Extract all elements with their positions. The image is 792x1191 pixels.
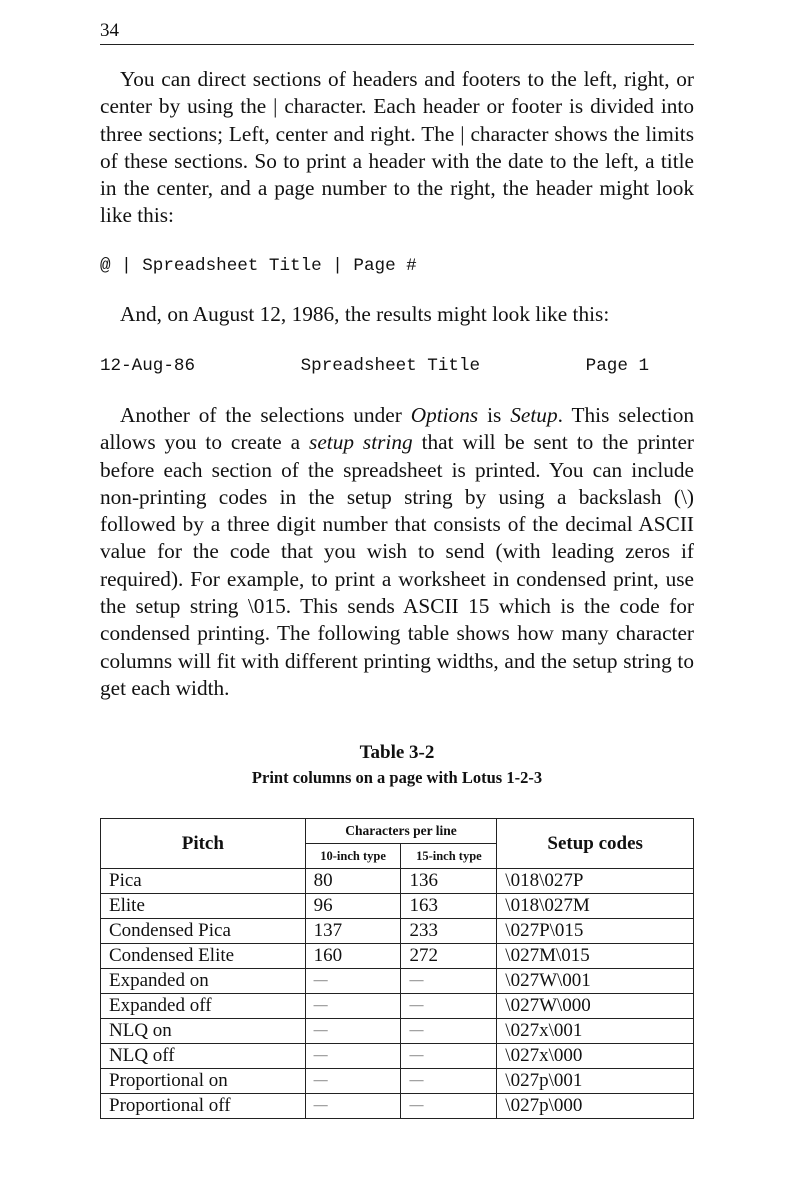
cell-pitch: Condensed Elite: [101, 944, 306, 969]
example-header-string: @ | Spreadsheet Title | Page #: [100, 256, 417, 276]
table-row: [101, 894, 694, 919]
table-row: [101, 944, 694, 969]
table-row: [101, 1069, 694, 1094]
cell-setup-code: \018\027P: [497, 869, 694, 894]
header-pitch: Pitch: [101, 819, 306, 869]
cell-15-inch: 272: [401, 944, 497, 969]
cell-10-inch: 80: [305, 869, 401, 894]
cell-15-inch: —: [401, 969, 497, 994]
table-row: [101, 919, 694, 944]
cell-pitch: Proportional on: [101, 1069, 306, 1094]
cell-10-inch: —: [305, 1044, 401, 1069]
cell-setup-code: \027P\015: [497, 919, 694, 944]
table-caption: Print columns on a page with Lotus 1-2-3: [251, 768, 543, 787]
cell-setup-code: \027p\000: [497, 1094, 694, 1119]
table-row: [101, 1044, 694, 1069]
cell-15-inch: —: [401, 994, 497, 1019]
header-rule: [100, 44, 694, 45]
cell-15-inch: —: [401, 1044, 497, 1069]
header-characters-per-line: Characters per line: [305, 819, 497, 844]
table-row: [101, 969, 694, 994]
cell-10-inch: —: [305, 1094, 401, 1119]
cell-10-inch: 160: [305, 944, 401, 969]
cell-setup-code: \027x\001: [497, 1019, 694, 1044]
cell-15-inch: 136: [401, 869, 497, 894]
example-result-string: 12-Aug-86 Spreadsheet Title Page 1: [100, 356, 650, 376]
cell-setup-code: \027x\000: [497, 1044, 694, 1069]
table-row: [101, 1019, 694, 1044]
setup-string-term: setup string: [309, 430, 413, 455]
paragraph-headers-footers: You can direct sections of headers and footers to the left, right, or center by using the | character. Each header or footer is divided into three sections; Left, center and right. The | character shows the limits of these sections. So to print a header with the date to the left, a title in the center, and a page number to the right, the header might look like this:: [100, 67, 694, 228]
print-columns-table: [100, 818, 694, 1119]
cell-pitch: Condensed Pica: [101, 919, 306, 944]
header-10-inch-type: 10-inch type: [305, 844, 401, 869]
cell-pitch: Expanded on: [101, 969, 306, 994]
table-number: Table 3-2: [359, 742, 435, 763]
options-term: Options: [410, 403, 479, 427]
cell-setup-code: \027W\001: [497, 969, 694, 994]
cell-pitch: Elite: [101, 894, 306, 919]
cell-15-inch: —: [401, 1094, 497, 1119]
header-15-inch-type: 15-inch type: [401, 844, 497, 869]
paragraph-august-example: And, on August 12, 1986, the results might look like this:: [120, 302, 610, 326]
paragraph-setup-string: Another of the selections under Options is Setup. This selection allows you to create a setup string that will be sent to the printer before each section of the spreadsheet is printed. You can include non-printing codes in the setup string by using a backslash (\) followed by a three digit number that consists of the decimal ASCII value for the code that you wish to send (with leading zeros if required). For example, to print a worksheet in condensed print, use the setup string \015. This sends ASCII 15 which is the code for condensed printing. The following table shows how many character columns will fit with different printing widths, and the setup string to get each width.: [100, 403, 694, 700]
cell-setup-code: \027W\000: [497, 994, 694, 1019]
setup-term: Setup: [510, 403, 558, 427]
cell-pitch: Proportional off: [101, 1094, 306, 1119]
header-setup-codes: Setup codes: [497, 819, 694, 869]
table-row: [101, 994, 694, 1019]
cell-10-inch: 137: [305, 919, 401, 944]
cell-15-inch: —: [401, 1019, 497, 1044]
cell-pitch: Expanded off: [101, 994, 306, 1019]
cell-10-inch: —: [305, 1069, 401, 1094]
table-row: [101, 1094, 694, 1119]
cell-setup-code: \027M\015: [497, 944, 694, 969]
cell-pitch: NLQ on: [101, 1019, 306, 1044]
cell-10-inch: —: [305, 994, 401, 1019]
cell-setup-code: \027p\001: [497, 1069, 694, 1094]
cell-setup-code: \018\027M: [497, 894, 694, 919]
cell-10-inch: 96: [305, 894, 401, 919]
cell-10-inch: —: [305, 1019, 401, 1044]
page-number: 34: [100, 20, 119, 41]
cell-15-inch: 163: [401, 894, 497, 919]
cell-15-inch: —: [401, 1069, 497, 1094]
table-row: [101, 869, 694, 894]
cell-10-inch: —: [305, 969, 401, 994]
cell-15-inch: 233: [401, 919, 497, 944]
cell-pitch: Pica: [101, 869, 306, 894]
cell-pitch: NLQ off: [101, 1044, 306, 1069]
